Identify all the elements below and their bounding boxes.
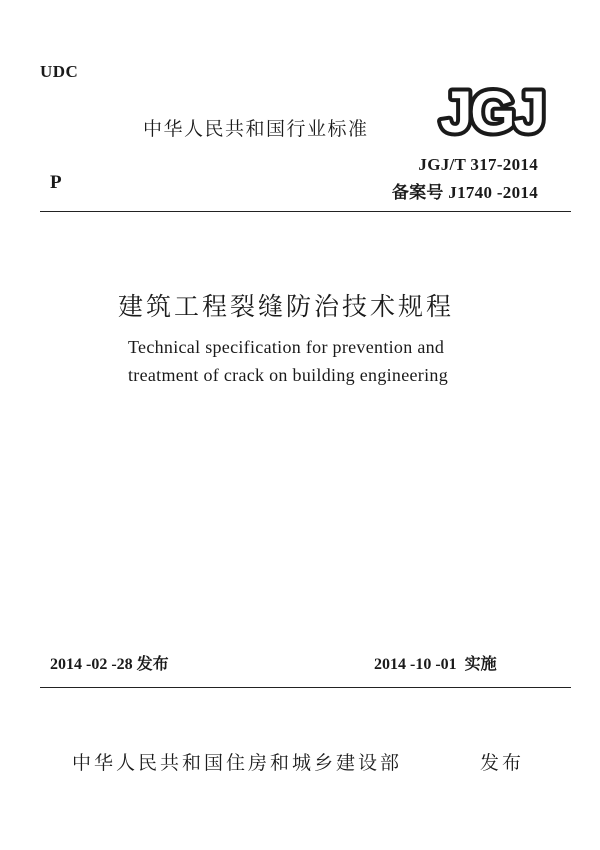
bottom-divider: [40, 687, 571, 688]
standard-number: JGJ/T 317-2014: [418, 155, 538, 174]
document-title-chinese: 建筑工程裂缝防治技术规程: [118, 292, 455, 321]
document-title-english-line2: treatment of crack on building engineering: [128, 365, 448, 385]
implementation-date: 2014 -10 -01 实施: [374, 656, 497, 673]
top-divider: [40, 211, 571, 212]
udc-label: UDC: [40, 62, 79, 81]
record-number: 备案号 J1740 -2014: [391, 183, 538, 202]
issuing-action: 发布: [480, 752, 525, 774]
issue-date: 2014 -02 -28 发布: [50, 656, 169, 673]
classification-code: P: [50, 172, 62, 193]
jgj-logo: [434, 86, 550, 138]
issuing-authority: 中华人民共和国住房和城乡建设部: [72, 752, 403, 774]
standard-type: 中华人民共和国行业标准: [143, 118, 369, 140]
document-title-english-line1: Technical specification for prevention and: [128, 337, 445, 357]
logo-text: JGJ: [440, 86, 544, 138]
